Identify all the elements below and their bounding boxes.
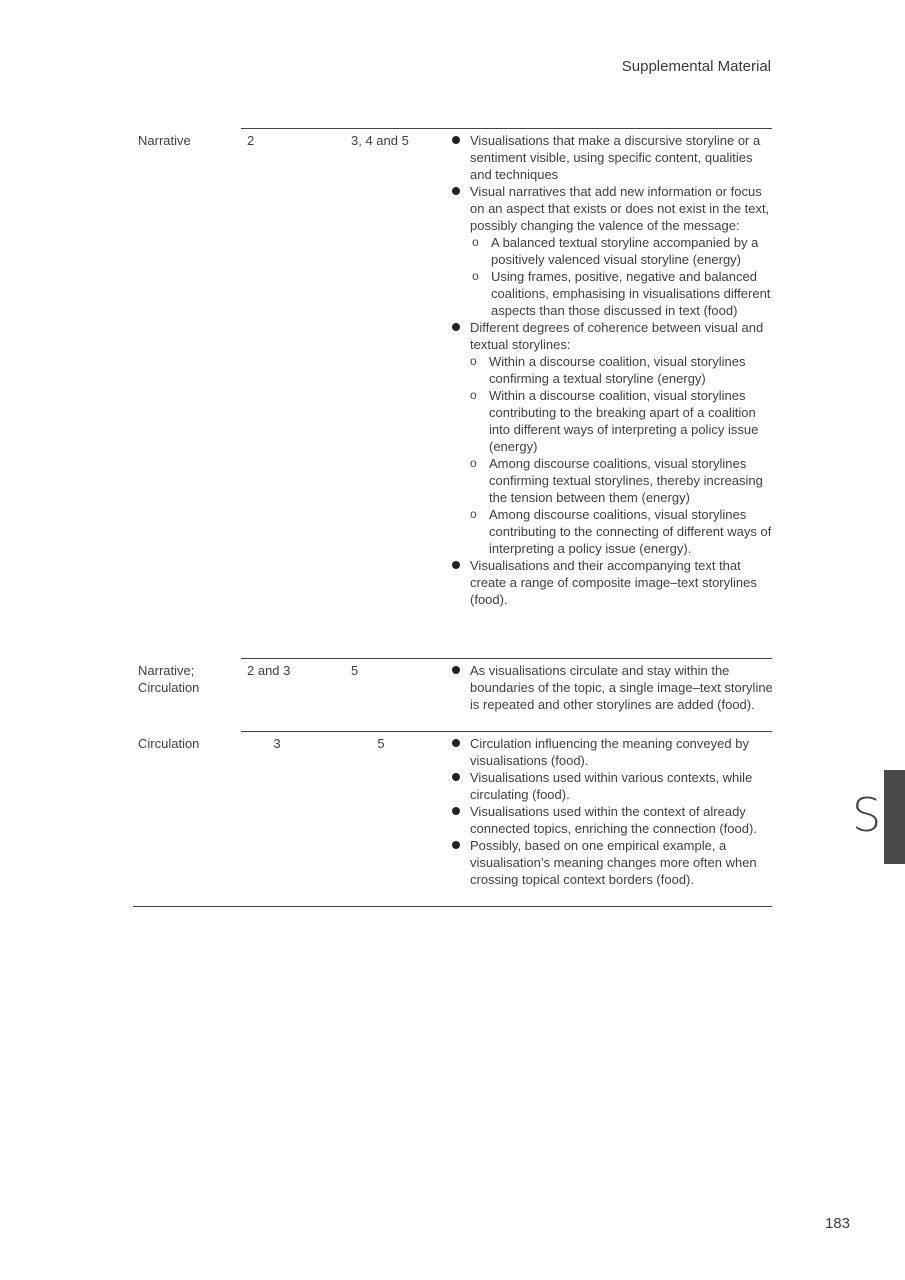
bullet-text: Different degrees of coherence between visual and textual storylines: xyxy=(470,320,764,352)
bullet-item xyxy=(450,319,775,557)
bullet-item: Visualisations that make a discursive storyline or a sentiment visible, using specific content, qualities and techniques xyxy=(450,132,775,183)
row-col2: 2 and 3 xyxy=(247,663,291,678)
bullet-item: Circulation influencing the meaning conveyed by visualisations (food). xyxy=(450,735,775,769)
row-findings xyxy=(450,662,775,713)
sub-bullet-item: o Using frames, positive, negative and balanced coalitions, emphasising in visualisations different aspects than those discussed in text (food) xyxy=(468,268,775,319)
bullet-item: Possibly, based on one empirical example, a visualisation’s meaning changes more often when crossing topical context borders (food). xyxy=(450,837,775,888)
row-label-line: Circulation xyxy=(138,680,200,695)
row-label: Narrative xyxy=(138,133,191,148)
bullet-text: Visual narratives that add new information or focus on an aspect that exists or does not exist in the text, possibly changing the valence of the message: xyxy=(470,184,770,233)
row-col3: 3, 4 and 5 xyxy=(351,133,409,148)
row-col3: 5 xyxy=(351,663,359,678)
sub-bullet-item: o Among discourse coalitions, visual storylines contributing to the connecting of different ways of interpreting a policy issue (energy). xyxy=(466,506,775,557)
row-findings xyxy=(450,735,775,888)
bullet-item xyxy=(450,183,775,319)
row-findings xyxy=(450,132,775,608)
row2-top-rule xyxy=(241,658,772,659)
row1-top-rule xyxy=(241,128,772,129)
bullet-item: Visualisations used within the context of already connected topics, enriching the connection (food). xyxy=(450,803,775,837)
sub-bullet-item: o Within a discourse coalition, visual storylines confirming a textual storyline (energy) xyxy=(466,353,775,387)
page-number: 183 xyxy=(824,1215,850,1232)
chapter-thumb-tab xyxy=(884,770,905,864)
row-label: Circulation xyxy=(138,736,200,751)
sub-bullet-item: o Among discourse coalitions, visual storylines confirming textual storylines, thereby increasing the tension between them (energy) xyxy=(466,455,775,506)
row-col2: 2 xyxy=(247,133,255,148)
bullet-item: As visualisations circulate and stay within the boundaries of the topic, a single image–text storyline is repeated and other storylines are added (food). xyxy=(450,662,775,713)
sub-bullet-item: o Within a discourse coalition, visual storylines contributing to the breaking apart of a coalition into different ways of interpreting a policy issue (energy) xyxy=(466,387,775,455)
row-col2: 3 xyxy=(273,736,281,751)
row-label xyxy=(138,662,238,696)
bullet-item: Visualisations used within various contexts, while circulating (food). xyxy=(450,769,775,803)
row-col3: 5 xyxy=(377,736,385,751)
chapter-tab-letter: S xyxy=(852,788,882,842)
sub-bullet-item: o A balanced textual storyline accompanied by a positively valenced visual storyline (energy) xyxy=(468,234,775,268)
row3-top-rule xyxy=(241,731,772,732)
row-label-line: Narrative; xyxy=(138,663,195,678)
table-bottom-rule xyxy=(133,906,772,907)
running-header: Supplemental Material xyxy=(621,58,771,75)
bullet-item: Visualisations and their accompanying text that create a range of composite image–text storylines (food). xyxy=(450,557,775,608)
